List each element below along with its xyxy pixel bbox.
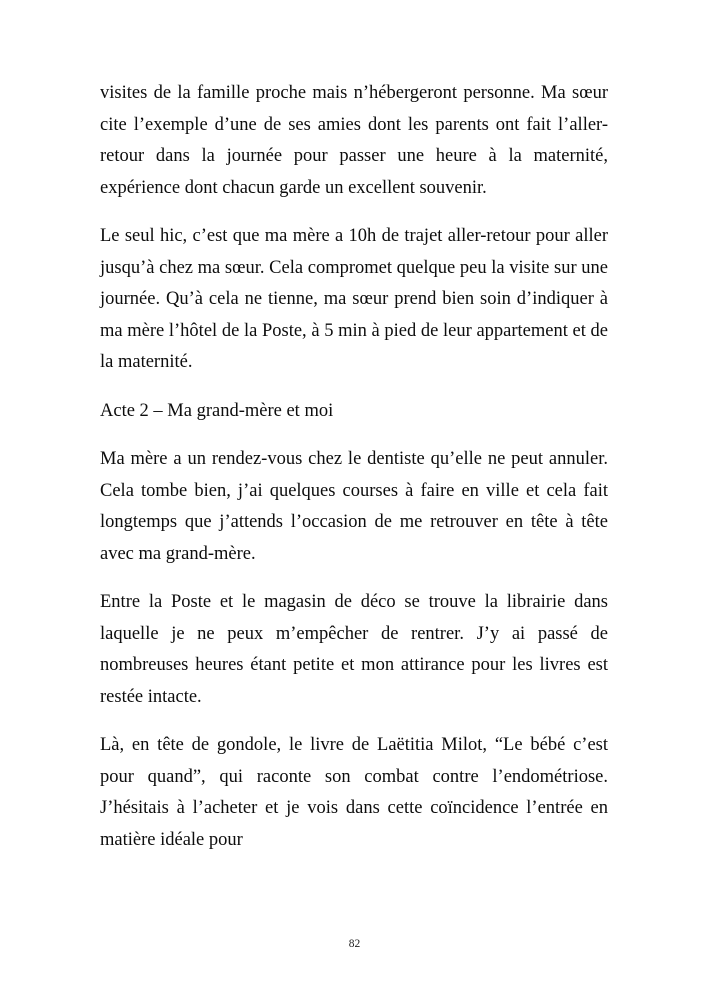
paragraph: Le seul hic, c’est que ma mère a 10h de trajet aller-retour pour aller jusqu’à chez ma sœur. Cela compromet quelque peu la visite sur une journée. Qu’à cela ne tienne, ma sœur prend bien soin d’indiquer à ma mère l’hôtel de la Poste, à 5 min à pied de leur appartement et de la maternité. [100, 226, 608, 372]
page-text-body [100, 78, 608, 856]
paragraph: Là, en tête de gondole, le livre de Laëtitia Milot, “Le bébé c’est pour quand”, qui raconte son combat contre l’endométriose. J’hésitais à l’acheter et je vois dans cette coïncidence l’entrée en matière idéale pour [100, 735, 608, 850]
paragraph: visites de la famille proche mais n’hébergeront personne. Ma sœur cite l’exemple d’une de ses amies dont les parents ont fait l’aller-retour dans la journée pour passer une heure à la maternité, expérience dont chacun garde un excellent souvenir. [100, 83, 608, 198]
page-number: 82 [348, 938, 361, 950]
paragraph: Ma mère a un rendez-vous chez le dentiste qu’elle ne peut annuler. Cela tombe bien, j’ai quelques courses à faire en ville et cela fait longtemps que j’attends l’occasion de me retrouver en tête à tête avec ma grand-mère. [100, 449, 608, 564]
paragraph: Entre la Poste et le magasin de déco se trouve la librairie dans laquelle je ne peux m’empêcher de rentrer. J’y ai passé de nombreuses heures étant petite et mon attirance pour les livres est restée intacte. [100, 592, 608, 707]
section-heading: Acte 2 – Ma grand-mère et moi [100, 400, 334, 421]
